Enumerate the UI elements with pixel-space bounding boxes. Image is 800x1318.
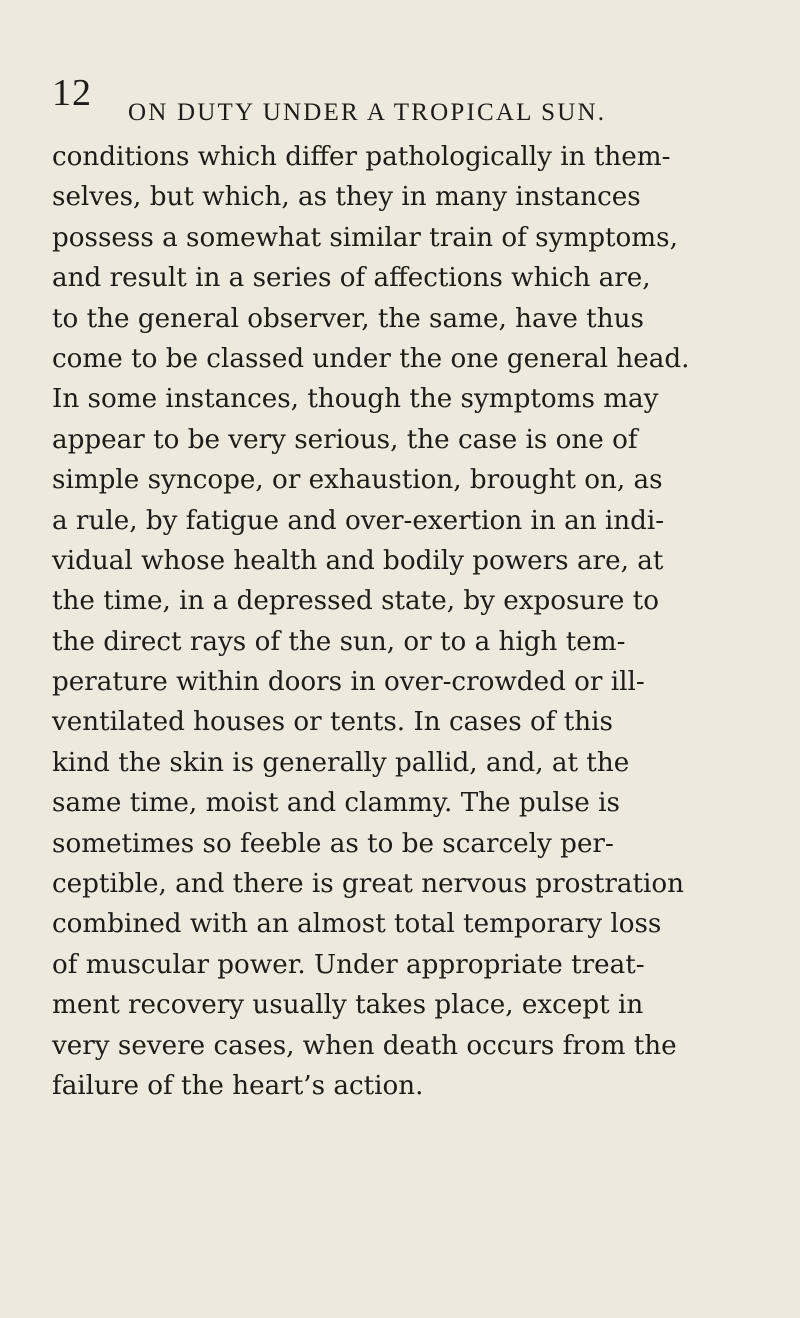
text-line: ment recovery usually takes place, except in	[52, 990, 644, 1021]
text-line: the time, in a depressed state, by exposure to	[52, 586, 659, 617]
text-line: same time, moist and clammy. The pulse is	[52, 788, 620, 819]
text-line: conditions which differ pathologically in them-	[52, 142, 671, 172]
text-line: perature within doors in over-crowded or ill-	[52, 667, 645, 698]
body-paragraph	[52, 137, 772, 1106]
text-line: possess a somewhat similar train of symptoms,	[52, 222, 678, 253]
text-line: the direct rays of the sun, or to a high tem-	[52, 626, 626, 657]
text-line: ventilated houses or tents. In cases of this	[52, 707, 613, 738]
text-line: combined with an almost total temporary loss	[52, 909, 662, 940]
text-line: and result in a series of affections which are,	[52, 263, 651, 294]
running-head: ON DUTY UNDER A TROPICAL SUN.	[128, 99, 607, 126]
text-line: to the general observer, the same, have thus	[52, 303, 644, 334]
text-line: of muscular power. Under appropriate treat-	[52, 949, 645, 980]
text-line: simple syncope, or exhaustion, brought on, as	[52, 465, 663, 496]
text-line: kind the skin is generally pallid, and, at the	[52, 747, 630, 778]
text-line: very severe cases, when death occurs from the	[52, 1030, 677, 1061]
text-line: ceptible, and there is great nervous prostration	[52, 869, 685, 900]
text-line: a rule, by fatigue and over-exertion in an indi-	[52, 505, 665, 536]
text-line: sometimes so feeble as to be scarcely per-	[52, 828, 614, 859]
text-line: failure of the heart’s action.	[52, 1070, 424, 1101]
text-line: In some instances, though the symptoms may	[52, 384, 659, 415]
text-line: appear to be very serious, the case is one of	[52, 424, 638, 455]
text-line: come to be classed under the one general head.	[52, 343, 690, 374]
text-line: vidual whose health and bodily powers are, at	[52, 545, 664, 576]
page-number: 12	[52, 72, 92, 114]
text-line: selves, but which, as they in many instances	[52, 182, 641, 213]
